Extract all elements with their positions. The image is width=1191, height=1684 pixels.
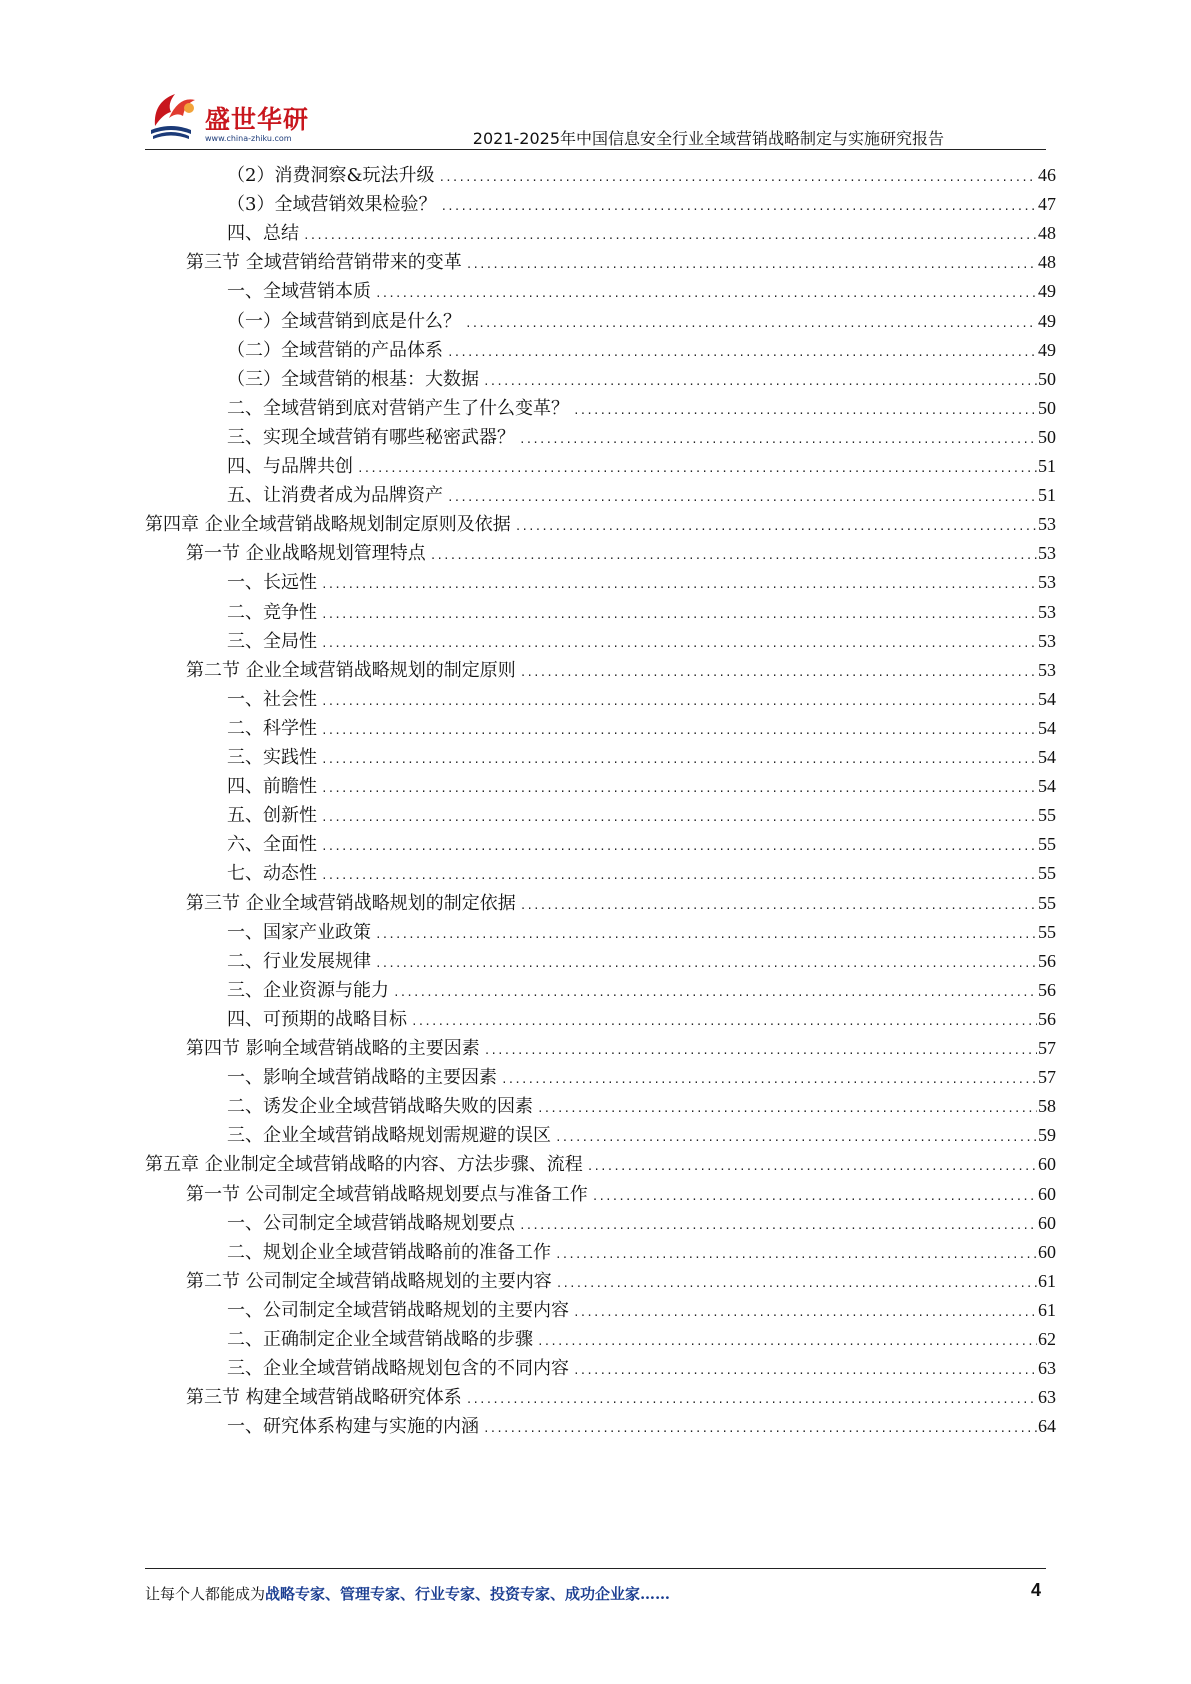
toc-entry[interactable] (227, 800, 1056, 831)
toc-entry-label: 五、创新性 (227, 805, 317, 827)
toc-entry[interactable] (227, 684, 1056, 715)
toc-entry-page: 56 (1038, 950, 1056, 971)
toc-entry-page: 50 (1038, 426, 1056, 447)
toc-entry[interactable] (186, 1179, 1056, 1210)
toc-entry-page: 49 (1038, 310, 1056, 331)
toc-entry-page: 60 (1038, 1212, 1056, 1233)
toc-entry-page: 60 (1038, 1241, 1056, 1262)
toc-entry-page: 53 (1038, 630, 1056, 651)
toc-entry[interactable] (227, 713, 1056, 744)
toc-entry-page: 51 (1038, 456, 1056, 476)
toc-entry-page: 48 (1038, 252, 1056, 273)
toc-entry-label: 三、企业全域营销战略规划需规避的误区 (227, 1125, 551, 1147)
toc-entry-page: 59 (1038, 1125, 1056, 1146)
toc-entry[interactable] (227, 1237, 1056, 1268)
toc-entry-label: （2）消费洞察&玩法升级 (227, 165, 435, 186)
toc-entry[interactable] (227, 946, 1056, 977)
page-number: 4 (1030, 1580, 1041, 1600)
toc-entry-label: （二）全域营销的产品体系 (227, 339, 443, 361)
toc-entry[interactable] (227, 393, 1056, 424)
toc-entry[interactable] (227, 1091, 1056, 1122)
toc-entry[interactable] (227, 1411, 1056, 1442)
toc-entry[interactable] (227, 1295, 1056, 1326)
toc-entry-label: 二、规划企业全域营销战略前的准备工作 (227, 1241, 551, 1263)
toc-entry[interactable] (227, 1120, 1056, 1151)
toc-entry-page: 62 (1038, 1329, 1056, 1349)
toc-entry-label: 第二节 公司制定全域营销战略规划的主要内容 (186, 1270, 552, 1292)
toc-entry-page: 55 (1038, 805, 1056, 826)
toc-entry-label: 二、正确制定企业全域营销战略的步骤 (227, 1329, 533, 1350)
toc-entry-label: 五、让消费者成为品牌资产 (227, 485, 443, 507)
toc-entry-page: 60 (1038, 1183, 1056, 1204)
toc-entry-page: 49 (1038, 339, 1056, 360)
toc-entry-page: 60 (1038, 1154, 1056, 1175)
toc-entry-page: 57 (1038, 1038, 1056, 1058)
toc-entry-page: 51 (1038, 485, 1056, 506)
toc-entry-label: 第四章 企业全域营销战略规划制定原则及依据 (145, 514, 511, 536)
footer-slogan-prefix: 让每个人都能成为 (145, 1585, 266, 1603)
toc-entry[interactable] (227, 858, 1056, 889)
toc-entry[interactable] (227, 626, 1056, 657)
toc-entry-label: （三）全域营销的根基：大数据 (227, 368, 479, 390)
toc-entry[interactable] (145, 509, 1056, 540)
toc-entry-page: 55 (1038, 834, 1056, 855)
toc-entry[interactable] (227, 335, 1056, 366)
toc-entry-label: 二、行业发展规律 (227, 950, 371, 972)
toc-entry-page: 54 (1038, 688, 1056, 709)
toc-entry-label: 二、科学性 (227, 717, 317, 739)
toc-entry-label: （3）全域营销效果检验？ (227, 194, 437, 216)
toc-entry-page: 46 (1038, 165, 1056, 185)
toc-entry-page: 61 (1038, 1299, 1056, 1320)
toc-entry-page: 58 (1038, 1096, 1056, 1117)
toc-entry-page: 54 (1038, 776, 1056, 797)
toc-entry-page: 63 (1038, 1387, 1056, 1408)
toc-entry-page: 50 (1038, 368, 1056, 389)
toc-entry-label: 四、可预期的战略目标 (227, 1008, 407, 1030)
toc-entry[interactable] (186, 655, 1056, 686)
toc-entry-page: 53 (1038, 601, 1056, 622)
toc-entry[interactable] (227, 276, 1056, 307)
toc-entry-label: 第一节 企业战略规划管理特点 (186, 543, 426, 565)
toc-entry-label: 四、总结 (227, 223, 299, 245)
footer-slogan-highlight: 战略专家、管理专家、行业专家、投资专家、成功企业家…… (265, 1585, 671, 1603)
toc-entry-label: （一）全域营销到底是什么？ (227, 310, 461, 332)
toc-entry-page: 54 (1038, 717, 1056, 738)
toc-entry[interactable] (227, 306, 1056, 337)
report-title: 2021-2025年中国信息安全行业全域营销战略制定与实施研究报告 (472, 129, 944, 148)
toc-entry-label: 四、前瞻性 (227, 776, 317, 798)
toc-entry-label: 第一节 公司制定全域营销战略规划要点与准备工作 (186, 1183, 588, 1205)
toc-entry-label: 一、长远性 (227, 572, 317, 594)
toc-entry[interactable] (186, 1033, 1056, 1064)
toc-entry-label: 第三节 企业全域营销战略规划的制定依据 (186, 892, 516, 914)
toc-entry-page: 47 (1038, 194, 1056, 215)
toc-entry-label: 六、全面性 (227, 834, 317, 856)
toc-entry[interactable] (186, 538, 1056, 569)
toc-entry[interactable] (227, 1324, 1056, 1355)
toc-entry[interactable] (227, 160, 1056, 191)
toc-entry[interactable] (227, 218, 1056, 249)
toc-entry[interactable] (227, 975, 1056, 1006)
toc-entry-label: 一、国家产业政策 (227, 921, 371, 943)
toc-entry[interactable] (227, 364, 1056, 395)
toc-entry[interactable] (227, 1004, 1056, 1035)
toc-entry-page: 54 (1038, 747, 1056, 767)
toc-entry-label: 第五章 企业制定全域营销战略的内容、方法步骤、流程 (145, 1154, 583, 1176)
logo-emblem-icon (145, 82, 207, 144)
header-divider (145, 149, 1046, 150)
toc-entry-page: 53 (1038, 659, 1056, 680)
toc-entry-page: 63 (1038, 1358, 1056, 1379)
toc-entry-label: 三、实现全域营销有哪些秘密武器？ (227, 426, 515, 448)
toc-entry-page: 53 (1038, 514, 1056, 535)
toc-entry-label: 四、与品牌共创 (227, 456, 353, 477)
toc-entry[interactable] (186, 1382, 1056, 1413)
toc-entry-label: 一、社会性 (227, 688, 317, 710)
page-header (0, 0, 1191, 150)
toc-entry-label: 第三节 全域营销给营销带来的变革 (186, 252, 462, 274)
toc-entry[interactable] (227, 480, 1056, 511)
toc-entry[interactable] (227, 1062, 1056, 1093)
toc-entry[interactable] (227, 597, 1056, 628)
toc-entry[interactable] (227, 742, 1056, 773)
toc-entry-page: 50 (1038, 397, 1056, 418)
toc-entry-page: 53 (1038, 572, 1056, 593)
toc-entry-label: 二、诱发企业全域营销战略失败的因素 (227, 1096, 533, 1118)
toc-entry-page: 64 (1038, 1416, 1056, 1437)
toc-entry-label: 二、竞争性 (227, 601, 317, 623)
toc-entry[interactable] (227, 1208, 1056, 1239)
toc-entry-page: 49 (1038, 281, 1056, 302)
logo-name: 盛世华研 (205, 105, 310, 134)
toc-entry-page: 61 (1038, 1270, 1056, 1291)
toc-entry[interactable] (227, 917, 1056, 948)
toc-entry[interactable] (145, 1149, 1056, 1180)
footer-slogan (145, 1583, 670, 1604)
toc-entry-page: 48 (1038, 223, 1056, 244)
toc-entry-label: 第三节 构建全域营销战略研究体系 (186, 1387, 462, 1409)
toc-entry[interactable] (227, 451, 1056, 482)
toc-entry-page: 53 (1038, 543, 1056, 564)
toc-entry[interactable] (227, 189, 1056, 220)
toc-entry-label: 三、企业全域营销战略规划包含的不同内容 (227, 1358, 569, 1380)
logo-url: www.china-zhiku.com (205, 134, 292, 143)
toc-entry-label: 第四节 影响全域营销战略的主要因素 (186, 1038, 480, 1059)
toc-entry-label: 一、公司制定全域营销战略规划要点 (227, 1212, 515, 1234)
toc-entry-label: 一、公司制定全域营销战略规划的主要内容 (227, 1299, 569, 1321)
toc-entry-page: 56 (1038, 1008, 1056, 1029)
toc-entry-label: 三、全局性 (227, 630, 317, 652)
toc-entry-page: 55 (1038, 863, 1056, 884)
toc-entry-label: 一、全域营销本质 (227, 281, 371, 303)
toc-entry[interactable] (227, 771, 1056, 802)
toc-entry[interactable] (227, 1353, 1056, 1384)
footer-divider (145, 1568, 1046, 1569)
toc-entry-label: 一、研究体系构建与实施的内涵 (227, 1416, 479, 1438)
toc-entry-page: 56 (1038, 979, 1056, 1000)
toc-entry-label: 第二节 企业全域营销战略规划的制定原则 (186, 659, 516, 681)
toc-entry[interactable] (186, 247, 1056, 278)
company-logo (145, 82, 310, 152)
toc-entry-label: 三、实践性 (227, 747, 317, 768)
toc-entry-page: 55 (1038, 892, 1056, 913)
toc-entry-label: 七、动态性 (227, 863, 317, 885)
toc-entry[interactable] (227, 422, 1056, 453)
toc-entry[interactable] (227, 829, 1056, 860)
toc-entry-page: 55 (1038, 921, 1056, 942)
toc-entry[interactable] (186, 1266, 1056, 1297)
toc-leader-dots (483, 1413, 1037, 1444)
toc-entry[interactable] (227, 567, 1056, 598)
toc-entry-label: 三、企业资源与能力 (227, 979, 389, 1001)
toc-entry-label: 一、影响全域营销战略的主要因素 (227, 1067, 497, 1089)
toc-entry[interactable] (186, 888, 1056, 919)
toc-entry-page: 57 (1038, 1067, 1056, 1088)
toc-entry-label: 二、全域营销到底对营销产生了什么变革？ (227, 397, 569, 419)
